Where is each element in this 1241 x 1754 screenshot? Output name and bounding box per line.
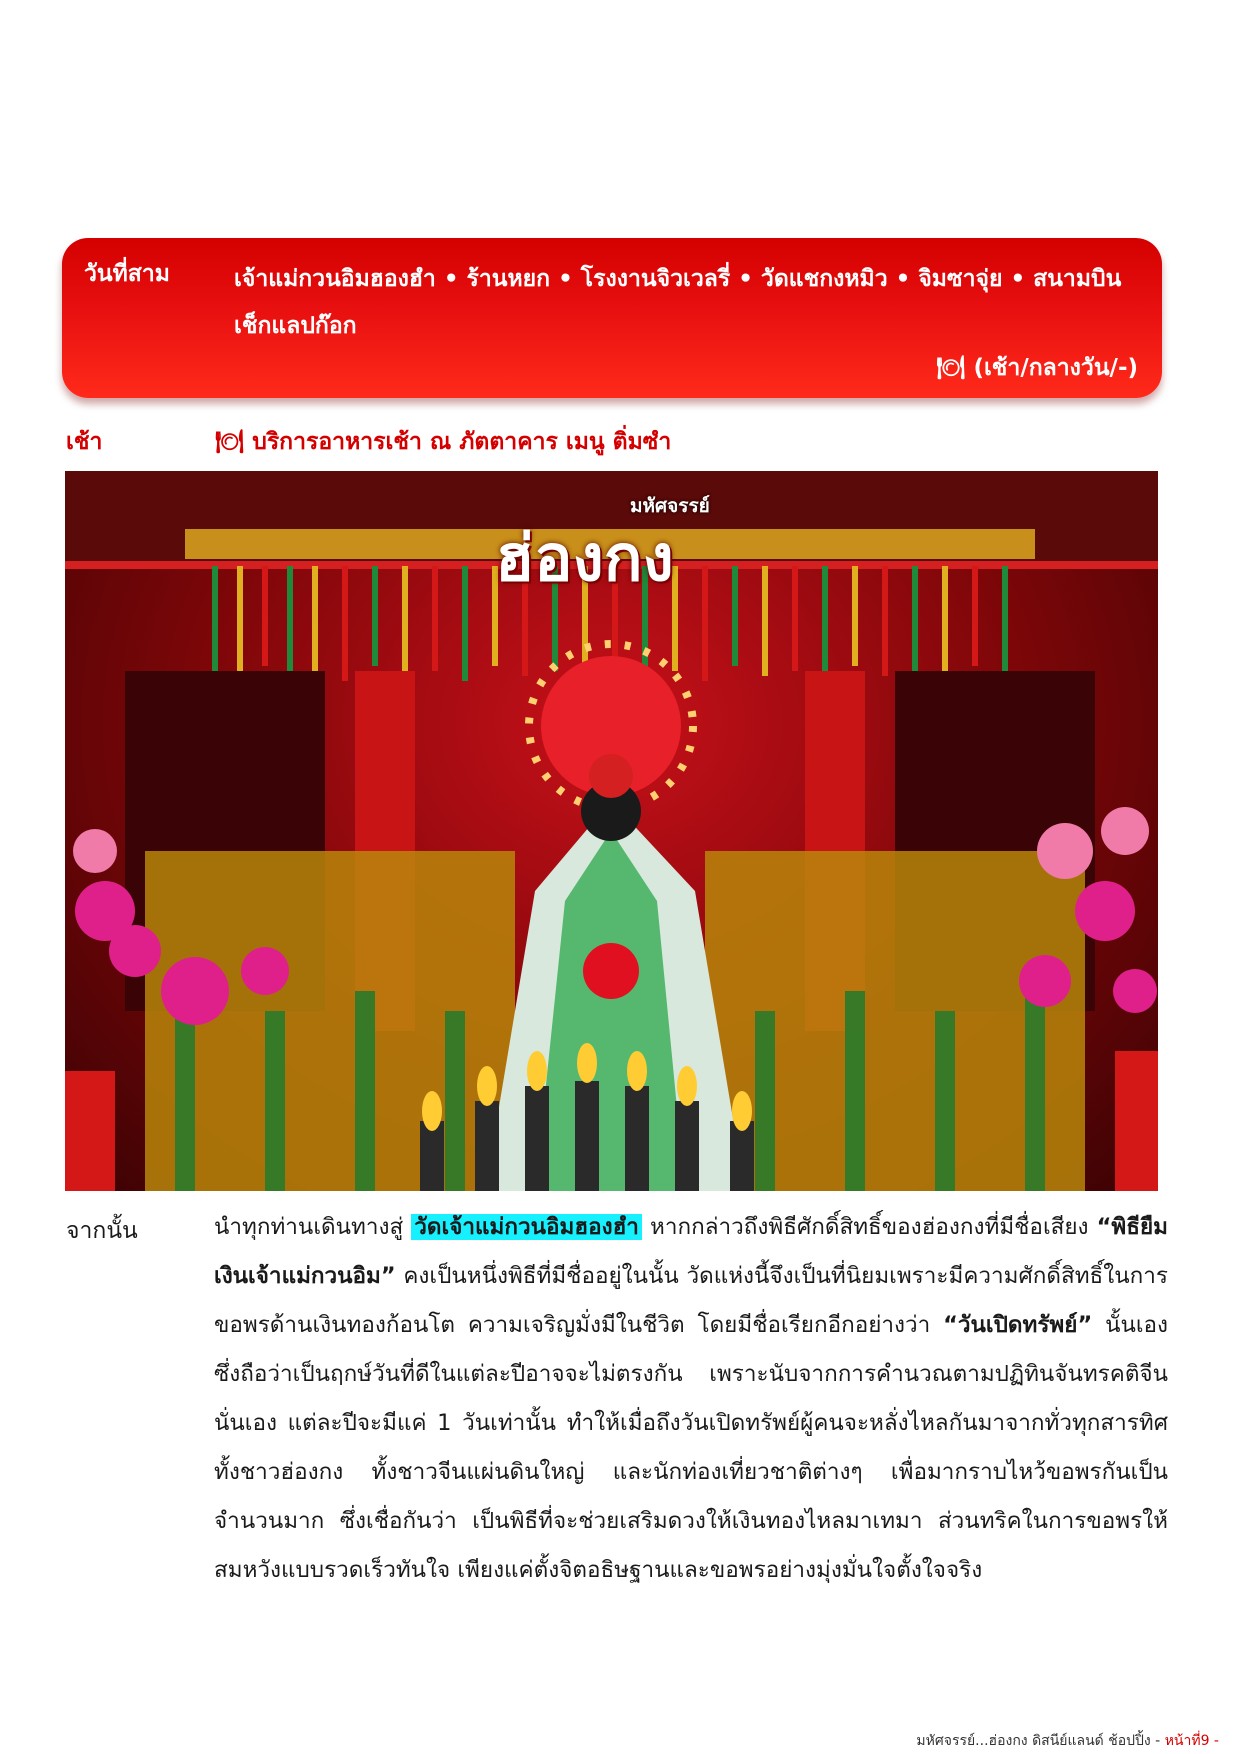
temple-name-highlight: วัดเจ้าแม่กวนอิมฮองฮำ: [411, 1214, 642, 1240]
body-lead: นำทุกท่านเดินทางสู่: [214, 1214, 404, 1240]
breakfast-text: บริการอาหารเช้า ณ ภัตตาคาร เมนู ติ่มซำ: [252, 429, 672, 455]
day-route: เจ้าแม่กวนอิมฮองฮำ • ร้านหยก • โรงงานจิวเวลรี่ • วัดแชกงหมิว • จิมซาจุ่ย • สนามบินเช็กแลปก๊อก: [234, 266, 1122, 339]
footer-text: มหัศจรรย์...ฮ่องกง ดิสนีย์แลนด์ ช้อปปิ้ง -: [916, 1733, 1161, 1749]
temple-photo: [65, 471, 1158, 1191]
body-part-3: นั้นเอง ซึ่งถือว่าเป็นฤกษ์วันที่ดีในแต่ละปีอาจจะไม่ตรงกัน เพราะนับจากการคำนวณตามปฏิทินจันทรคติจีนนั่นเอง แต่ละปีจะมีแค่ 1 วันเท่านั้น ทำให้เมื่อถึงวันเปิดทรัพย์ผู้คนจะหลั่งไหลกันมาจากทั่วทุกสารทิศ ทั้งชาวฮ่องกง ทั้งชาวจีนแผ่นดินใหญ่ และนักท่องเที่ยวชาติต่างๆ เพื่อมากราบไหว้ขอพรกันเป็นจำนวนมาก ซึ่งเชื่อกันว่า เป็นพิธีที่จะช่วยเสริมดวงให้เงินทองไหลมาเทมา ส่วนทริคในการขอพรให้สมหวังแบบรวดเร็วทันใจ เพียงแค่ตั้งจิตอธิษฐานและขอพรอย่างมุ่งมั่นใจตั้งใจจริง: [214, 1312, 1169, 1583]
ritual-name: “พิธียืมเงินเจ้าแม่กวนอิม”: [214, 1214, 1168, 1289]
body-part-1: หากกล่าวถึงพิธีศักดิ์สิทธิ์ของฮ่องกงที่มีชื่อเสียง: [650, 1214, 1089, 1240]
photo-brand-small: มหัศจรรย์: [630, 495, 710, 517]
morning-label: เช้า: [66, 429, 103, 455]
meals-text: (เช้า/กลางวัน/-): [973, 355, 1138, 381]
meal-icon: 🍽: [936, 355, 966, 381]
day-banner: [62, 238, 1162, 398]
body-part-2: คงเป็นหนึ่งพิธีที่มีชื่ออยู่ในนั้น วัดแห่งนี้จึงเป็นที่นิยมเพราะมีความศักดิ์สิทธิ์ในการขอพรด้านเงินทองก้อนโต ความเจริญมั่งมีในชีวิต โดยมีชื่อเรียกอีกอย่างว่า: [214, 1263, 1168, 1338]
breakfast-line: [215, 424, 671, 460]
then-label: จากนั้น: [66, 1218, 138, 1244]
day-meals: [936, 350, 1138, 386]
day-label: วันที่สาม: [84, 261, 170, 287]
day-name: “วันเปิดทรัพย์”: [943, 1312, 1093, 1338]
page-number: หน้าที่9 -: [1164, 1733, 1219, 1749]
photo-brand-logo: ฮ่องกง: [495, 522, 674, 596]
meal-icon: 🍽: [215, 429, 245, 455]
body-paragraph: [214, 1203, 1168, 1595]
page-footer: [916, 1730, 1219, 1752]
